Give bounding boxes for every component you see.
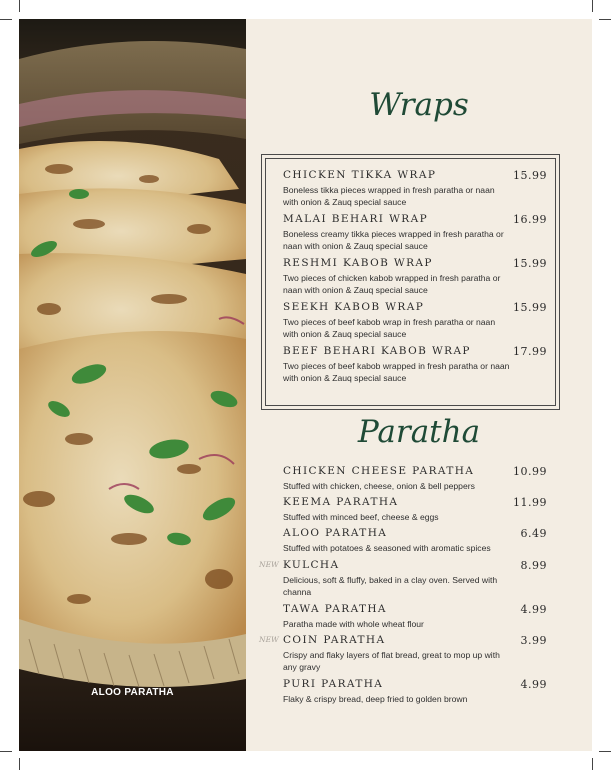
item-description: Boneless tikka pieces wrapped in fresh paratha or naan with onion & Zauq special sauce — [283, 185, 495, 207]
item-name: KEEMA PARATHA — [283, 496, 399, 508]
menu-item — [283, 496, 547, 523]
crop-mark — [0, 19, 12, 20]
new-tag: NEW — [259, 635, 279, 644]
crop-mark — [592, 758, 593, 770]
item-description: Delicious, soft & fluffy, baked in a clay oven. Served with channa — [283, 575, 498, 597]
item-price: 4.99 — [520, 603, 547, 616]
menu-item — [283, 527, 547, 554]
item-name: MALAI BEHARI WRAP — [283, 213, 429, 225]
menu-item — [283, 213, 547, 252]
food-photo — [19, 19, 246, 751]
item-name: CHICKEN CHEESE PARATHA — [283, 465, 475, 477]
item-description: Two pieces of beef kabob wrap in fresh paratha or naan with onion & Zauq special sauce — [283, 317, 496, 339]
wraps-section-title: Wraps — [369, 87, 469, 123]
item-price: 3.99 — [520, 634, 547, 647]
menu-panel — [246, 19, 592, 751]
item-price: 4.99 — [520, 678, 547, 691]
item-price: 15.99 — [513, 257, 547, 270]
item-description: Two pieces of chicken kabob wrapped in fresh paratha or naan with onion & Zauq special sauce — [283, 273, 501, 295]
item-price: 6.49 — [520, 527, 547, 540]
item-price: 8.99 — [520, 559, 547, 572]
item-price: 16.99 — [513, 213, 547, 226]
item-price: 11.99 — [513, 496, 547, 509]
item-description: Stuffed with minced beef, cheese & eggs — [283, 512, 439, 522]
item-description: Two pieces of beef kabob wrapped in fresh paratha or naan with onion & Zauq special sauce — [283, 361, 510, 383]
menu-item — [259, 559, 547, 598]
crop-mark — [19, 758, 20, 770]
item-name: PURI PARATHA — [283, 678, 384, 690]
menu-item — [283, 345, 547, 384]
menu-item — [283, 301, 547, 340]
item-description: Stuffed with potatoes & seasoned with aromatic spices — [283, 543, 491, 553]
item-description: Crispy and flaky layers of flat bread, great to mop up with any gravy — [283, 650, 500, 672]
crop-mark — [599, 751, 611, 752]
item-price: 15.99 — [513, 169, 547, 182]
item-name: TAWA PARATHA — [283, 603, 387, 615]
item-name: ALOO PARATHA — [283, 527, 388, 539]
item-price: 15.99 — [513, 301, 547, 314]
menu-item — [283, 257, 547, 296]
item-name: KULCHA — [283, 559, 340, 571]
item-name: SEEKH KABOB WRAP — [283, 301, 425, 313]
aloo-paratha-illustration — [19, 19, 246, 751]
menu-item — [259, 634, 547, 673]
crop-mark — [592, 0, 593, 12]
menu-item — [283, 465, 547, 492]
new-tag: NEW — [259, 560, 279, 569]
menu-item — [283, 169, 547, 208]
item-description: Paratha made with whole wheat flour — [283, 619, 424, 629]
crop-mark — [599, 19, 611, 20]
crop-mark — [19, 0, 20, 12]
item-description: Stuffed with chicken, cheese, onion & bell peppers — [283, 481, 475, 491]
menu-item — [283, 678, 547, 705]
item-price: 17.99 — [513, 345, 547, 358]
item-description: Flaky & crispy bread, deep fried to golden brown — [283, 694, 468, 704]
photo-caption: ALOO PARATHA — [91, 687, 174, 698]
item-description: Boneless creamy tikka pieces wrapped in fresh paratha or naan with onion & Zauq special sauce — [283, 229, 504, 251]
item-name: COIN PARATHA — [283, 634, 386, 646]
item-name: CHICKEN TIKKA WRAP — [283, 169, 437, 181]
paratha-section-title: Paratha — [357, 414, 481, 450]
item-name: RESHMI KABOB WRAP — [283, 257, 433, 269]
item-name: BEEF BEHARI KABOB WRAP — [283, 345, 471, 357]
item-price: 10.99 — [513, 465, 547, 478]
menu-item — [283, 603, 547, 630]
crop-mark — [0, 751, 12, 752]
